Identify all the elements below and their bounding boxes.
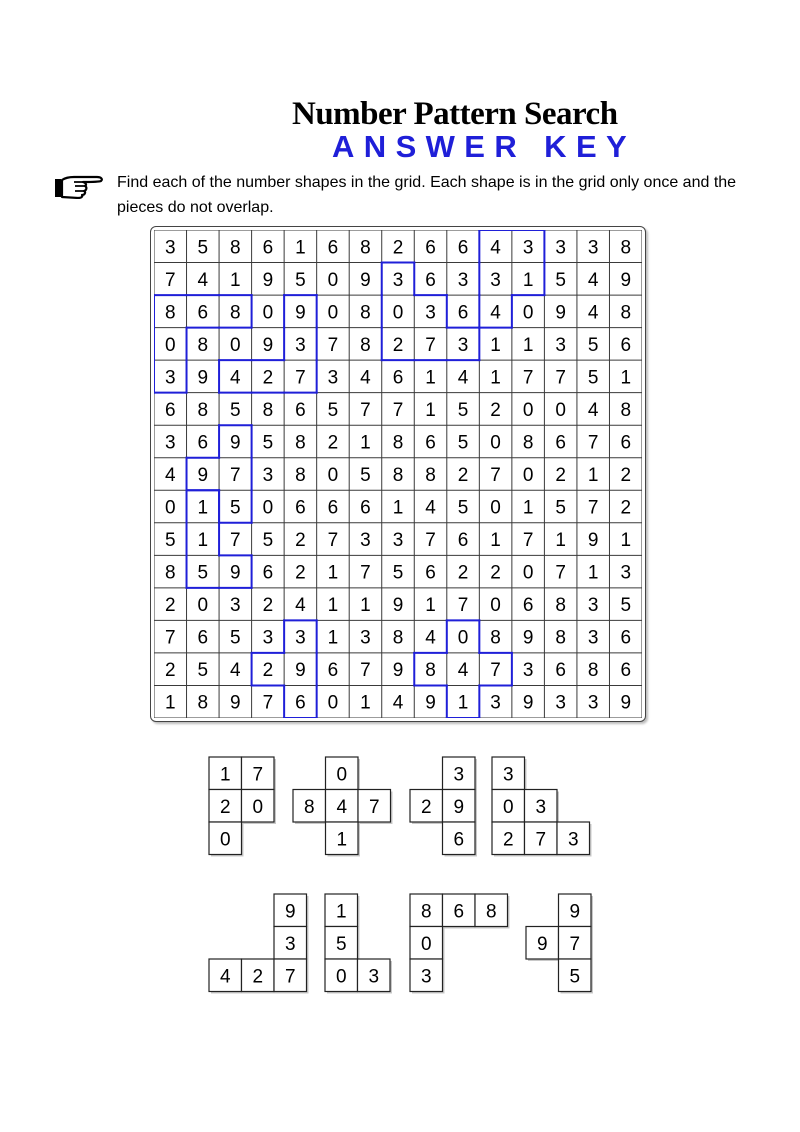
grid-cell-digit: 8	[425, 465, 436, 486]
piece-cell-digit: 1	[336, 829, 348, 851]
grid-cell-digit: 1	[197, 497, 209, 519]
grid-cell-digit: 6	[555, 432, 566, 454]
piece-cell-digit: 7	[252, 764, 264, 786]
piece-cell-digit: 3	[453, 764, 465, 786]
grid-cell-digit: 6	[425, 432, 436, 454]
grid-cell-digit: 9	[392, 595, 404, 617]
piece-cell-digit: 0	[335, 966, 347, 988]
grid-cell-digit: 1	[587, 562, 599, 584]
piece-cell-digit: 2	[252, 966, 264, 988]
grid-cell-digit: 5	[197, 237, 209, 259]
piece-cell-digit: 5	[335, 933, 347, 955]
grid-cell-digit: 8	[230, 237, 241, 259]
piece-cell-digit: 7	[535, 829, 547, 851]
grid-cell-digit: 8	[392, 465, 404, 486]
grid-cell-digit: 1	[360, 692, 371, 714]
grid-cell-digit: 3	[587, 237, 599, 259]
piece-cell-digit: 2	[502, 829, 514, 851]
grid-cell-digit: 3	[425, 302, 436, 324]
grid-cell-digit: 0	[522, 399, 534, 421]
grid-cell-digit: 3	[587, 595, 599, 617]
grid-cell-digit: 1	[522, 497, 534, 519]
grid-cell-digit: 4	[587, 399, 599, 421]
grid-cell-digit: 5	[555, 269, 566, 291]
piece-cell-digit: 3	[368, 966, 380, 988]
grid-cell-digit: 7	[327, 530, 339, 552]
grid-cell-digit: 2	[295, 562, 306, 584]
shape-piece-2	[293, 757, 393, 857]
grid-cell-digit: 0	[522, 465, 534, 486]
grid-cell-digit: 9	[295, 660, 306, 682]
grid-cell-digit: 6	[425, 562, 436, 584]
grid-cell-digit: 6	[457, 530, 469, 552]
grid-cell-digit: 3	[620, 562, 632, 584]
grid-cell-digit: 9	[620, 269, 632, 291]
grid-cell-digit: 1	[164, 692, 176, 714]
piece-cell-digit: 3	[567, 829, 579, 851]
grid-cell-digit: 7	[360, 562, 371, 584]
grid-cell-digit: 8	[555, 595, 566, 617]
grid-cell-digit: 8	[295, 465, 306, 486]
piece-cell-digit: 9	[284, 901, 296, 923]
grid-cell-digit: 7	[392, 399, 404, 421]
shape-piece-4	[492, 757, 592, 857]
grid-cell-digit: 7	[425, 530, 436, 552]
grid-cell-digit: 5	[360, 465, 371, 486]
grid-cell-digit: 6	[457, 237, 469, 259]
grid-cell-digit: 6	[164, 399, 176, 421]
piece-cell-digit: 1	[219, 764, 231, 786]
grid-cell-digit: 7	[522, 530, 534, 552]
grid-cell-digit: 8	[295, 432, 306, 454]
grid-cell-digit: 5	[587, 334, 599, 356]
grid-cell-digit: 6	[197, 627, 209, 649]
grid-cell-digit: 6	[620, 627, 632, 649]
grid-cell-digit: 1	[230, 269, 241, 291]
grid-cell-digit: 8	[490, 627, 501, 649]
grid-cell-digit: 3	[360, 530, 371, 552]
grid-cell-digit: 0	[327, 692, 339, 714]
grid-cell-digit: 9	[360, 269, 371, 291]
piece-cell-digit: 0	[219, 829, 231, 851]
grid-cell-digit: 9	[230, 692, 241, 714]
grid-cell-digit: 7	[587, 432, 599, 454]
piece-cell-digit: 8	[485, 901, 497, 923]
grid-cell-digit: 1	[295, 237, 306, 259]
grid-cell-digit: 0	[164, 334, 176, 356]
grid-cell-digit: 4	[295, 595, 306, 617]
grid-cell-digit: 2	[620, 497, 632, 519]
grid-cell-digit: 2	[262, 595, 274, 617]
grid-cell-digit: 7	[360, 660, 371, 682]
grid-cell-digit: 0	[490, 497, 501, 519]
grid-cell-digit: 1	[490, 530, 501, 552]
grid-cell-digit: 7	[490, 660, 501, 682]
grid-cell-digit: 0	[392, 302, 404, 324]
grid-cell-digit: 0	[490, 432, 501, 454]
grid-cell-digit: 1	[327, 595, 339, 617]
grid-cell-digit: 0	[164, 497, 176, 519]
grid-cell-digit: 3	[262, 465, 274, 486]
grid-cell-digit: 7	[555, 562, 566, 584]
piece-cell-digit: 2	[219, 796, 231, 818]
grid-cell-digit: 8	[197, 692, 209, 714]
grid-cell-digit: 3	[522, 660, 534, 682]
grid-cell-digit: 5	[457, 497, 469, 519]
grid-cell-digit: 8	[620, 237, 632, 259]
grid-cell-digit: 4	[457, 660, 469, 682]
grid-cell-digit: 6	[425, 269, 436, 291]
grid-cell-digit: 2	[457, 465, 469, 486]
grid-cell-digit: 6	[197, 302, 209, 324]
grid-cell-digit: 2	[295, 530, 306, 552]
grid-cell-digit: 5	[230, 399, 241, 421]
grid-cell-digit: 6	[620, 432, 632, 454]
shape-pieces-area	[0, 740, 800, 1010]
grid-cell-digit: 7	[164, 269, 176, 291]
grid-cell-digit: 0	[490, 595, 501, 617]
grid-cell-digit: 6	[295, 692, 306, 714]
grid-cell-digit: 4	[490, 302, 501, 324]
grid-cell-digit: 4	[230, 367, 241, 389]
grid-cell-digit: 5	[620, 595, 632, 617]
grid-cell-digit: 8	[522, 432, 534, 454]
grid-cell-digit: 3	[555, 334, 566, 356]
grid-cell-digit: 0	[522, 302, 534, 324]
grid-cell-digit: 9	[587, 530, 599, 552]
grid-cell-digit: 9	[522, 692, 534, 714]
grid-cell-digit: 1	[392, 497, 404, 519]
grid-cell-digit: 4	[164, 465, 176, 486]
grid-cell-digit: 1	[555, 530, 566, 552]
grid-cell-digit: 8	[230, 302, 241, 324]
instructions-text: Find each of the number shapes in the grid. Each shape is in the grid only once and the pieces do not overlap.	[117, 174, 737, 216]
grid-cell-digit: 7	[360, 399, 371, 421]
grid-cell-digit: 1	[620, 530, 632, 552]
grid-cell-digit: 6	[620, 334, 632, 356]
grid-cell-digit: 8	[164, 562, 176, 584]
grid-cell-digit: 3	[457, 334, 469, 356]
grid-cell-digit: 8	[425, 660, 436, 682]
piece-cell-digit: 0	[336, 764, 348, 786]
grid-cell-digit: 1	[587, 465, 599, 486]
grid-cell-digit: 9	[262, 269, 274, 291]
grid-cell-digit: 7	[230, 530, 241, 552]
grid-cell-digit: 6	[620, 660, 632, 682]
grid-cell-digit: 3	[555, 237, 566, 259]
grid-cell-digit: 3	[522, 237, 534, 259]
shape-piece-8	[526, 894, 593, 994]
grid-cell-digit: 2	[490, 399, 501, 421]
grid-cell-digit: 2	[457, 562, 469, 584]
grid-cell-digit: 7	[262, 692, 274, 714]
grid-cell-digit: 5	[295, 269, 306, 291]
grid-cell-digit: 3	[164, 367, 176, 389]
grid-cell-digit: 5	[262, 432, 274, 454]
piece-cell-digit: 0	[420, 933, 432, 955]
grid-cell-digit: 9	[392, 660, 404, 682]
piece-cell-digit: 9	[569, 901, 581, 923]
grid-cell-digit: 6	[327, 497, 339, 519]
grid-cell-digit: 9	[295, 302, 306, 324]
piece-cell-digit: 7	[284, 966, 296, 988]
grid-cell-digit: 6	[327, 660, 339, 682]
piece-cell-digit: 6	[453, 901, 465, 923]
grid-cell-digit: 6	[295, 497, 306, 519]
grid-cell-digit: 5	[230, 627, 241, 649]
piece-cell-digit: 3	[284, 933, 296, 955]
number-grid	[154, 230, 642, 718]
grid-cell-digit: 6	[522, 595, 534, 617]
grid-cell-digit: 5	[587, 367, 599, 389]
piece-cell-digit: 6	[453, 829, 465, 851]
grid-cell-digit: 3	[392, 530, 404, 552]
grid-cell-digit: 6	[457, 302, 469, 324]
grid-cell-digit: 1	[425, 399, 436, 421]
grid-cell-digit: 5	[327, 399, 339, 421]
grid-cell-digit: 0	[197, 595, 209, 617]
grid-cell-digit: 8	[164, 302, 176, 324]
grid-cell-digit: 9	[425, 692, 436, 714]
grid-cell-digit: 2	[327, 432, 339, 454]
grid-cell-digit: 3	[490, 692, 501, 714]
grid-cell-digit: 5	[457, 399, 469, 421]
answer-key-subtitle: ANSWER KEY	[332, 129, 637, 164]
grid-cell-digit: 8	[620, 302, 632, 324]
grid-cell-digit: 0	[327, 269, 339, 291]
grid-cell-digit: 6	[327, 237, 339, 259]
grid-cell-digit: 2	[262, 367, 274, 389]
grid-cell-digit: 8	[262, 399, 274, 421]
grid-cell-digit: 9	[262, 334, 274, 356]
grid-cell-digit: 6	[262, 237, 274, 259]
piece-cell-digit: 3	[502, 764, 514, 786]
grid-cell-digit: 7	[587, 497, 599, 519]
grid-cell-digit: 7	[327, 334, 339, 356]
grid-cell-digit: 7	[457, 595, 469, 617]
grid-cell-digit: 5	[197, 562, 209, 584]
grid-cell-digit: 9	[230, 432, 241, 454]
grid-cell-digit: 0	[230, 334, 241, 356]
grid-cell-digit: 6	[360, 497, 371, 519]
grid-cell-digit: 8	[197, 399, 209, 421]
piece-cell-digit: 3	[535, 796, 547, 818]
grid-cell-digit: 3	[490, 269, 501, 291]
grid-cell-digit: 8	[587, 660, 599, 682]
piece-cell-digit: 8	[303, 796, 315, 818]
grid-cell-digit: 5	[230, 497, 241, 519]
shape-piece-5	[209, 894, 309, 994]
grid-cell-digit: 4	[392, 692, 404, 714]
grid-cell-digit: 6	[425, 237, 436, 259]
grid-cell-digit: 2	[555, 465, 566, 486]
grid-cell-digit: 8	[197, 334, 209, 356]
grid-cell-digit: 0	[327, 302, 339, 324]
grid-cell-digit: 5	[457, 432, 469, 454]
grid-cell-digit: 0	[262, 302, 274, 324]
grid-cell-digit: 4	[490, 237, 501, 259]
grid-cell-digit: 7	[164, 627, 176, 649]
grid-cell-digit: 6	[262, 562, 274, 584]
grid-cell-digit: 6	[392, 367, 404, 389]
grid-cell-digit: 5	[555, 497, 566, 519]
grid-cell-digit: 3	[164, 237, 176, 259]
shape-piece-6	[325, 894, 392, 994]
grid-cell-digit: 2	[262, 660, 274, 682]
piece-cell-digit: 1	[335, 901, 347, 923]
grid-cell-digit: 2	[392, 334, 404, 356]
grid-cell-digit: 0	[457, 627, 469, 649]
grid-cell-digit: 1	[327, 562, 339, 584]
grid-cell-digit: 1	[360, 595, 371, 617]
piece-cell-digit: 4	[219, 966, 231, 988]
grid-cell-digit: 2	[164, 595, 176, 617]
piece-cell-digit: 2	[420, 796, 432, 818]
grid-cell-digit: 1	[522, 269, 534, 291]
grid-cell-digit: 3	[230, 595, 241, 617]
grid-cell-digit: 1	[490, 334, 501, 356]
grid-cell-digit: 3	[164, 432, 176, 454]
page-title: Number Pattern Search	[292, 96, 618, 132]
grid-cell-digit: 8	[555, 627, 566, 649]
grid-cell-digit: 4	[360, 367, 371, 389]
grid-cell-digit: 8	[620, 399, 632, 421]
grid-cell-digit: 8	[360, 302, 371, 324]
grid-cell-digit: 2	[164, 660, 176, 682]
grid-cell-digit: 1	[360, 432, 371, 454]
grid-cell-digit: 7	[230, 465, 241, 486]
grid-cell-digit: 1	[457, 692, 469, 714]
grid-cell-digit: 2	[620, 465, 632, 486]
grid-cell-digit: 6	[295, 399, 306, 421]
grid-cell-digit: 5	[164, 530, 176, 552]
shape-piece-1	[209, 757, 276, 857]
piece-cell-digit: 9	[536, 933, 548, 955]
shape-piece-3	[410, 757, 477, 857]
piece-cell-digit: 9	[453, 796, 465, 818]
grid-cell-digit: 3	[587, 627, 599, 649]
grid-cell-digit: 5	[262, 530, 274, 552]
grid-cell-digit: 4	[587, 302, 599, 324]
grid-cell-digit: 4	[197, 269, 209, 291]
grid-cell-digit: 5	[392, 562, 404, 584]
grid-cell-digit: 4	[457, 367, 469, 389]
piece-cell-digit: 7	[569, 933, 581, 955]
grid-cell-digit: 3	[262, 627, 274, 649]
piece-cell-digit: 5	[569, 966, 581, 988]
grid-cell-digit: 8	[392, 627, 404, 649]
grid-cell-digit: 9	[197, 465, 209, 486]
piece-cell-digit: 4	[336, 796, 348, 818]
grid-cell-digit: 7	[555, 367, 566, 389]
grid-cell-digit: 3	[392, 269, 404, 291]
grid-cell-digit: 7	[425, 334, 436, 356]
grid-cell-digit: 4	[425, 497, 436, 519]
grid-cell-digit: 1	[327, 627, 339, 649]
grid-cell-digit: 7	[522, 367, 534, 389]
grid-cell-digit: 6	[555, 660, 566, 682]
grid-cell-digit: 1	[522, 334, 534, 356]
grid-cell-digit: 3	[457, 269, 469, 291]
shape-piece-7	[410, 894, 510, 994]
grid-cell-digit: 2	[392, 237, 404, 259]
grid-cell-digit: 4	[230, 660, 241, 682]
grid-cell-digit: 7	[490, 465, 501, 486]
grid-cell-digit: 1	[620, 367, 632, 389]
grid-cell-digit: 3	[555, 692, 566, 714]
grid-cell-digit: 8	[392, 432, 404, 454]
grid-cell-digit: 3	[327, 367, 339, 389]
grid-cell-digit: 1	[490, 367, 501, 389]
piece-cell-digit: 3	[420, 966, 432, 988]
grid-cell-digit: 9	[620, 692, 632, 714]
grid-cell-digit: 9	[522, 627, 534, 649]
pointing-hand-icon	[53, 173, 105, 199]
grid-cell-digit: 2	[490, 562, 501, 584]
grid-cell-digit: 9	[197, 367, 209, 389]
grid-cell-digit: 1	[425, 595, 436, 617]
grid-cell-digit: 1	[425, 367, 436, 389]
grid-cell-digit: 9	[230, 562, 241, 584]
grid-cell-digit: 0	[262, 497, 274, 519]
grid-cell-digit: 4	[425, 627, 436, 649]
grid-cell-digit: 0	[327, 465, 339, 486]
grid-cell-digit: 8	[360, 237, 371, 259]
grid-cell-digit: 0	[522, 562, 534, 584]
grid-cell-digit: 7	[295, 367, 306, 389]
grid-cell-digit: 9	[555, 302, 566, 324]
grid-cell-digit: 1	[197, 530, 209, 552]
grid-cell-digit: 3	[295, 334, 306, 356]
grid-cell-digit: 3	[295, 627, 306, 649]
piece-cell-digit: 8	[420, 901, 432, 923]
piece-cell-digit: 7	[368, 796, 380, 818]
grid-cell-digit: 4	[587, 269, 599, 291]
grid-cell-digit: 8	[360, 334, 371, 356]
piece-cell-digit: 0	[252, 796, 264, 818]
grid-cell-digit: 3	[360, 627, 371, 649]
piece-cell-digit: 0	[502, 796, 514, 818]
grid-cell-digit: 0	[555, 399, 566, 421]
grid-cell-digit: 6	[197, 432, 209, 454]
grid-cell-digit: 5	[197, 660, 209, 682]
grid-cell-digit: 3	[587, 692, 599, 714]
